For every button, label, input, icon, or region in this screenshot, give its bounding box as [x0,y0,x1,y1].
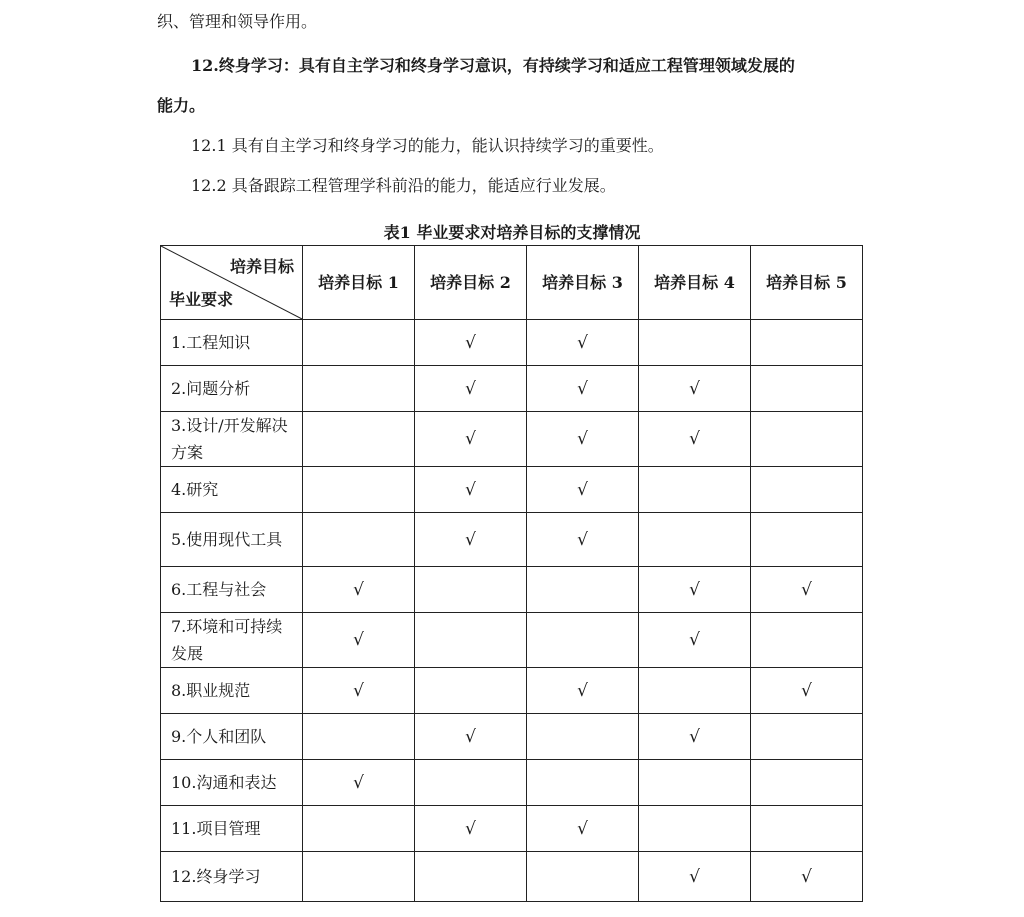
support-cell-goal-2 [415,567,527,613]
support-cell-goal-5 [751,760,863,806]
requirement-label: 10.沟通和表达 [161,760,303,806]
table-row [161,760,863,806]
check-mark-icon: √ [353,630,364,650]
requirement-label: 8.职业规范 [161,668,303,714]
column-header-goal-2: 培养目标 2 [415,246,527,320]
check-mark-icon: √ [465,332,476,353]
check-mark-icon: √ [801,579,812,600]
check-mark-icon: √ [577,479,588,500]
table-row [161,467,863,513]
support-cell-goal-4 [639,852,751,902]
table-row [161,513,863,567]
check-mark-icon: √ [577,332,588,353]
check-mark-icon: √ [465,378,476,399]
support-cell-goal-5 [751,668,863,714]
corner-header-cell [161,246,303,320]
support-cell-goal-2 [415,714,527,760]
check-mark-icon: √ [577,378,588,399]
column-header-goal-5: 培养目标 5 [751,246,863,320]
support-cell-goal-1 [303,806,415,852]
support-cell-goal-3 [527,806,639,852]
support-cell-goal-2 [415,760,527,806]
requirement-label: 6.工程与社会 [161,567,303,613]
requirement-label: 3.设计/开发解决方案 [161,412,303,467]
support-cell-goal-1 [303,567,415,613]
check-mark-icon: √ [353,772,364,793]
support-cell-goal-3 [527,567,639,613]
support-cell-goal-1 [303,366,415,412]
table-row [161,714,863,760]
support-cell-goal-3 [527,668,639,714]
support-cell-goal-2 [415,412,527,467]
support-cell-goal-4 [639,366,751,412]
item-12-1: 12.1 具有自主学习和终身学习的能力，能认识持续学习的重要性。 [191,136,664,155]
column-header-goal-4: 培养目标 4 [639,246,751,320]
support-cell-goal-4 [639,320,751,366]
check-mark-icon: √ [353,579,364,600]
requirement-label: 1.工程知识 [161,320,303,366]
support-cell-goal-4 [639,567,751,613]
check-mark-icon: √ [689,378,700,399]
support-cell-goal-5 [751,412,863,467]
support-cell-goal-4 [639,760,751,806]
requirement-label: 9.个人和团队 [161,714,303,760]
check-mark-icon: √ [577,680,588,701]
support-cell-goal-4 [639,412,751,467]
support-cell-goal-3 [527,852,639,902]
support-cell-goal-1 [303,613,415,668]
support-cell-goal-5 [751,714,863,760]
table-row [161,320,863,366]
support-cell-goal-2 [415,513,527,567]
column-header-goal-3: 培养目标 3 [527,246,639,320]
support-cell-goal-5 [751,567,863,613]
support-cell-goal-2 [415,366,527,412]
support-cell-goal-2 [415,467,527,513]
support-cell-goal-5 [751,852,863,902]
support-cell-goal-2 [415,668,527,714]
requirement-label: 4.研究 [161,467,303,513]
check-mark-icon: √ [465,529,476,550]
table-row [161,613,863,668]
table-row [161,412,863,467]
support-cell-goal-1 [303,852,415,902]
table-row [161,806,863,852]
check-mark-icon: √ [689,866,700,887]
support-cell-goal-5 [751,320,863,366]
support-cell-goal-3 [527,320,639,366]
support-cell-goal-5 [751,806,863,852]
support-cell-goal-2 [415,613,527,668]
check-mark-icon: √ [577,429,588,449]
support-cell-goal-3 [527,366,639,412]
support-cell-goal-4 [639,467,751,513]
support-cell-goal-1 [303,412,415,467]
item-12-heading: 12.终身学习：具有自主学习和终身学习意识，有持续学习和适应工程管理领域发展的 [191,56,795,75]
support-cell-goal-5 [751,613,863,668]
requirement-label: 2.问题分析 [161,366,303,412]
requirement-label: 11.项目管理 [161,806,303,852]
support-cell-goal-1 [303,467,415,513]
support-cell-goal-3 [527,412,639,467]
support-cell-goal-4 [639,613,751,668]
table-body [161,320,863,902]
support-cell-goal-2 [415,806,527,852]
requirement-label: 5.使用现代工具 [161,513,303,567]
check-mark-icon: √ [689,579,700,600]
support-cell-goal-4 [639,513,751,567]
check-mark-icon: √ [801,866,812,887]
support-matrix-table [160,245,863,902]
check-mark-icon: √ [465,818,476,839]
table-row [161,567,863,613]
check-mark-icon: √ [689,630,700,650]
check-mark-icon: √ [801,680,812,701]
support-cell-goal-3 [527,467,639,513]
item-12-2: 12.2 具备跟踪工程管理学科前沿的能力，能适应行业发展。 [191,176,616,195]
support-cell-goal-5 [751,366,863,412]
check-mark-icon: √ [689,726,700,747]
check-mark-icon: √ [577,529,588,550]
support-cell-goal-1 [303,668,415,714]
support-cell-goal-3 [527,760,639,806]
check-mark-icon: √ [577,818,588,839]
table-row [161,366,863,412]
check-mark-icon: √ [465,479,476,500]
support-cell-goal-1 [303,714,415,760]
support-cell-goal-4 [639,668,751,714]
support-cell-goal-1 [303,760,415,806]
support-cell-goal-5 [751,513,863,567]
corner-goal-label: 培养目标 [229,257,294,276]
table-row [161,852,863,902]
check-mark-icon: √ [353,680,364,701]
support-cell-goal-2 [415,320,527,366]
table-caption: 表1 毕业要求对培养目标的支撑情况 [383,223,641,242]
support-cell-goal-4 [639,806,751,852]
column-header-goal-1: 培养目标 1 [303,246,415,320]
check-mark-icon: √ [465,726,476,747]
requirement-label: 7.环境和可持续发展 [161,613,303,668]
support-cell-goal-3 [527,714,639,760]
support-cell-goal-3 [527,613,639,668]
check-mark-icon: √ [689,429,700,449]
support-cell-goal-5 [751,467,863,513]
table-header-row [161,246,863,320]
support-cell-goal-1 [303,513,415,567]
support-cell-goal-3 [527,513,639,567]
support-cell-goal-4 [639,714,751,760]
table-row [161,668,863,714]
requirement-label: 12.终身学习 [161,852,303,902]
corner-requirement-label: 毕业要求 [169,290,234,309]
check-mark-icon: √ [465,429,476,449]
item-12-heading-continued: 能力。 [157,96,206,115]
paragraph-continuation: 织、管理和领导作用。 [157,12,318,31]
support-cell-goal-1 [303,320,415,366]
support-cell-goal-2 [415,852,527,902]
